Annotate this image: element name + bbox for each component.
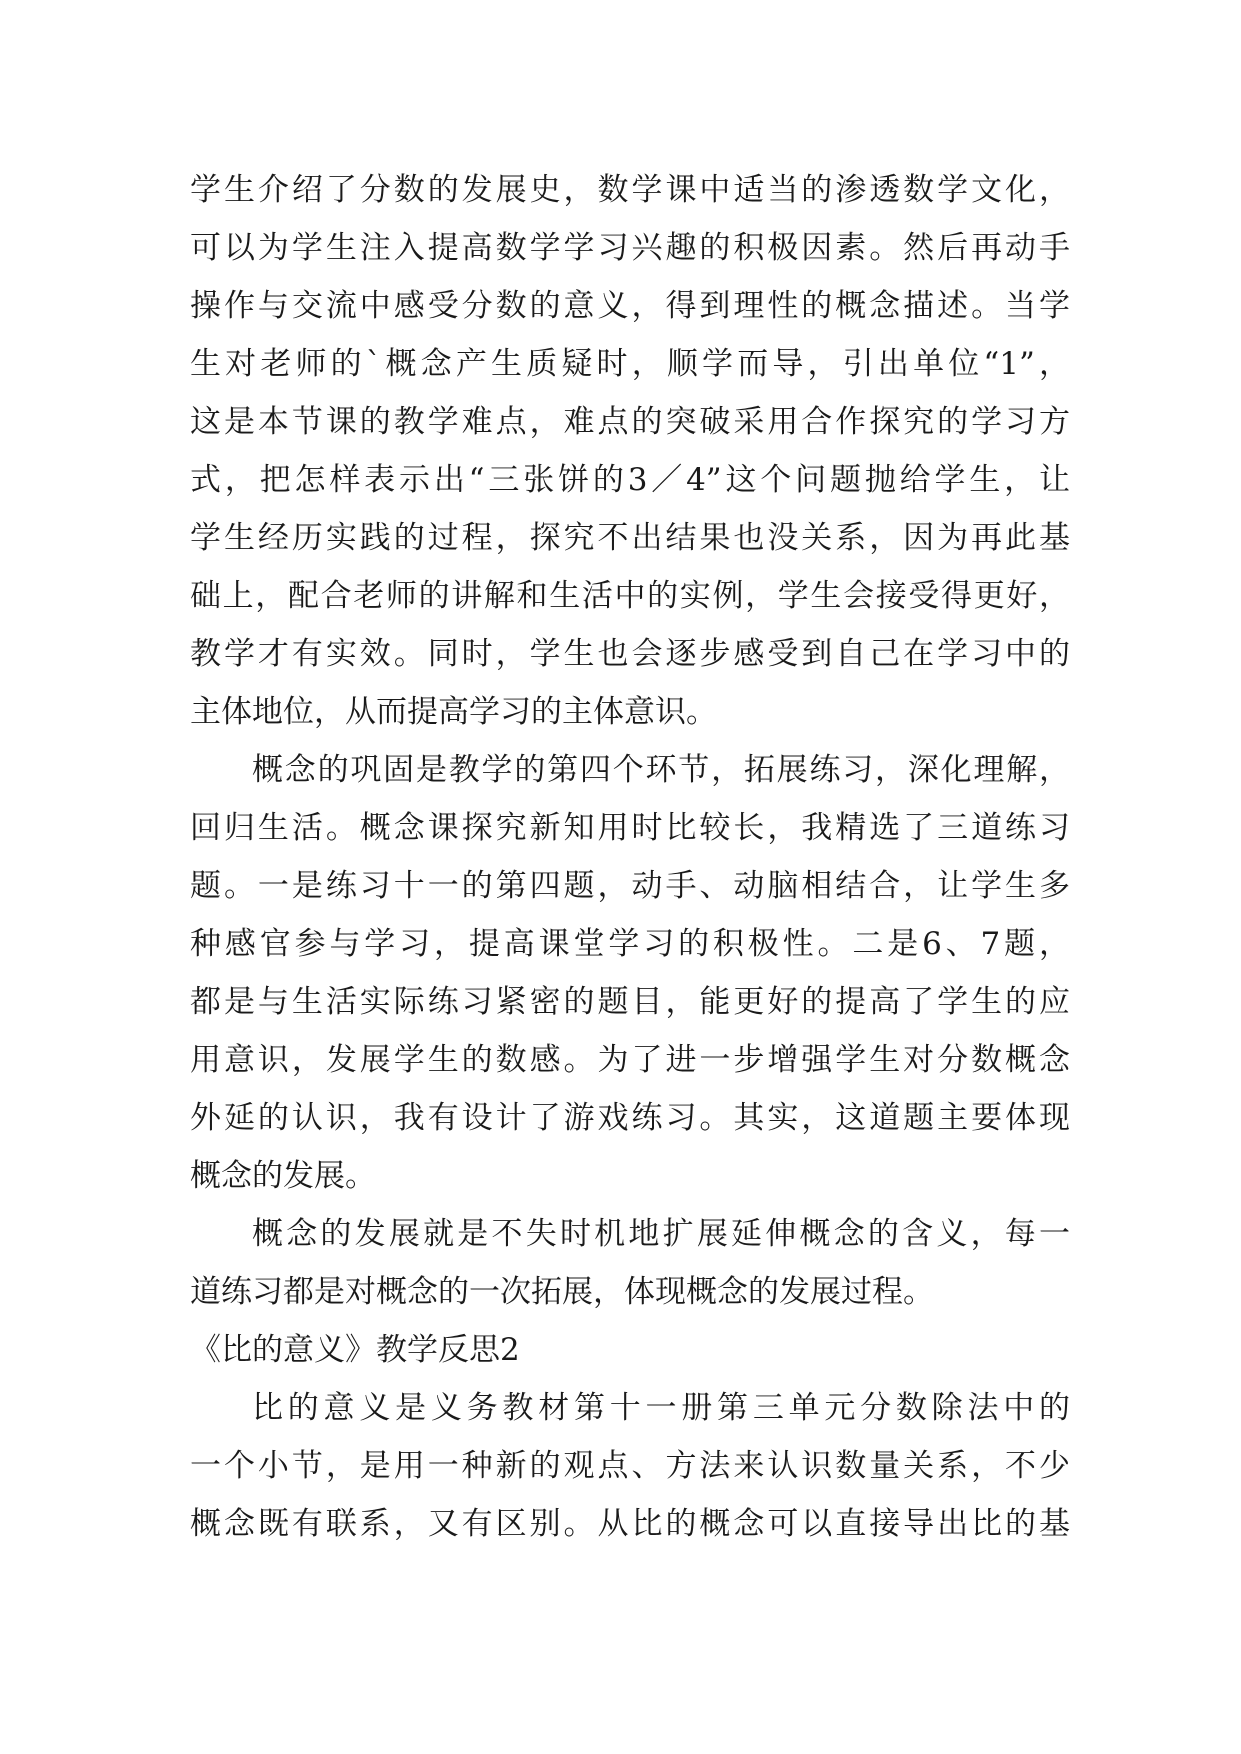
text-line: 式，把怎样表示出“三张饼的3／4”这个问题抛给学生，让	[190, 462, 1070, 498]
text-line: 种感官参与学习，提高课堂学习的积极性。二是6、7题，	[190, 926, 1070, 962]
text-line: 础上，配合老师的讲解和生活中的实例，学生会接受得更好，	[190, 578, 1070, 614]
paragraph-start-line: 比的意义是义务教材第十一册第三单元分数除法中的	[252, 1390, 1070, 1426]
text-line: 道练习都是对概念的一次拓展，体现概念的发展过程。	[190, 1274, 934, 1310]
text-line: 概念的发展。	[190, 1158, 376, 1194]
text-line: 用意识，发展学生的数感。为了进一步增强学生对分数概念	[190, 1042, 1070, 1078]
text-line: 概念既有联系，又有区别。从比的概念可以直接导出比的基	[190, 1506, 1070, 1542]
section-heading: 《比的意义》教学反思2	[190, 1332, 520, 1368]
text-line: 都是与生活实际练习紧密的题目，能更好的提高了学生的应	[190, 984, 1070, 1020]
paragraph-start-line: 概念的巩固是教学的第四个环节，拓展练习，深化理解，	[252, 752, 1070, 788]
text-line: 可以为学生注入提高数学学习兴趣的积极因素。然后再动手	[190, 230, 1070, 266]
text-line: 教学才有实效。同时，学生也会逐步感受到自己在学习中的	[190, 636, 1070, 672]
text-line: 学生经历实践的过程，探究不出结果也没关系，因为再此基	[190, 520, 1070, 556]
document-body	[190, 161, 1070, 1553]
text-line: 一个小节，是用一种新的观点、方法来认识数量关系，不少	[190, 1448, 1070, 1484]
paragraph-start-line: 概念的发展就是不失时机地扩展延伸概念的含义，每一	[252, 1216, 1070, 1252]
text-line: 这是本节课的教学难点，难点的突破采用合作探究的学习方	[190, 404, 1070, 440]
text-line: 生对老师的`概念产生质疑时，顺学而导，引出单位“1”，	[190, 346, 1070, 382]
text-line: 外延的认识，我有设计了游戏练习。其实，这道题主要体现	[190, 1100, 1070, 1136]
text-line: 回归生活。概念课探究新知用时比较长，我精选了三道练习	[190, 810, 1070, 846]
text-line: 题。一是练习十一的第四题，动手、动脑相结合，让学生多	[190, 868, 1070, 904]
text-line: 学生介绍了分数的发展史，数学课中适当的渗透数学文化，	[190, 172, 1070, 208]
text-line: 主体地位，从而提高学习的主体意识。	[190, 694, 717, 730]
text-line: 操作与交流中感受分数的意义，得到理性的概念描述。当学	[190, 288, 1070, 324]
